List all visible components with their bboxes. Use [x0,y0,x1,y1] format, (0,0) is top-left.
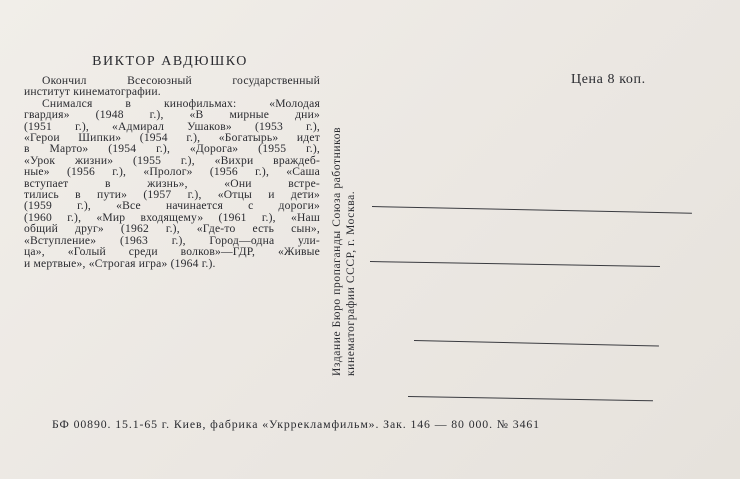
address-line [372,206,692,214]
address-line [370,261,660,267]
bio-line: (1959 г.), «Все начинается с дороги» [24,199,320,213]
bio-line: Окончил Всесоюзный государственный [42,74,320,87]
bio-line: в Марто» (1954 г.), «Дорога» (1955 г.), [24,142,320,156]
bio-line: (1960 г.), «Мир входящему» (1961 г.), «Наш [24,210,320,224]
biography-text [24,75,320,269]
bio-line: «Урок жизни» (1955 г.), «Вихри враждеб- [24,153,320,167]
bio-line: общий друг» (1962 г.), «Где-то есть сын», [24,222,320,236]
bio-line: ца», «Голый среди волков»—ГДР, «Живые [24,245,320,259]
bio-line: институт кинематографии. [24,85,161,99]
bio-line: гвардия» (1948 г.), «В мирные дни» [24,108,320,122]
bio-line: тились в пути» (1957 г.), «Отцы и дети» [24,188,320,202]
publisher-line: Издание Бюро пропаганды Союза работников [331,126,343,376]
bio-line: «Вступление» (1963 г.), Город—одна ули- [24,233,320,247]
bio-line: вступает в жизнь», «Они встре- [24,176,320,190]
address-line [408,396,653,401]
address-line [414,340,659,347]
bio-line: ные» (1956 г.), «Пролог» (1956 г.), «Саша [24,165,320,179]
print-imprint: БФ 00890. 15.1-65 г. Киев, фабрика «Укррекламфильм». Зак. 146 — 80 000. № 3461 [52,417,540,431]
publisher-line: кинематографии СССР, г. Москва. [345,190,357,376]
actor-name-title: ВИКТОР АВДЮШКО [92,54,248,69]
bio-line: (1951 г.), «Адмирал Ушаков» (1953 г.), [24,119,320,133]
bio-line: Снимался в кинофильмах: «Молодая [42,96,320,110]
publisher-vertical-text [330,76,358,376]
bio-line: «Герои Шипки» (1954 г.), «Богатырь» идет [24,131,320,145]
price-label: Цена 8 коп. [571,72,646,87]
bio-line: и мертвые», «Строгая игра» (1964 г.). [24,256,216,270]
